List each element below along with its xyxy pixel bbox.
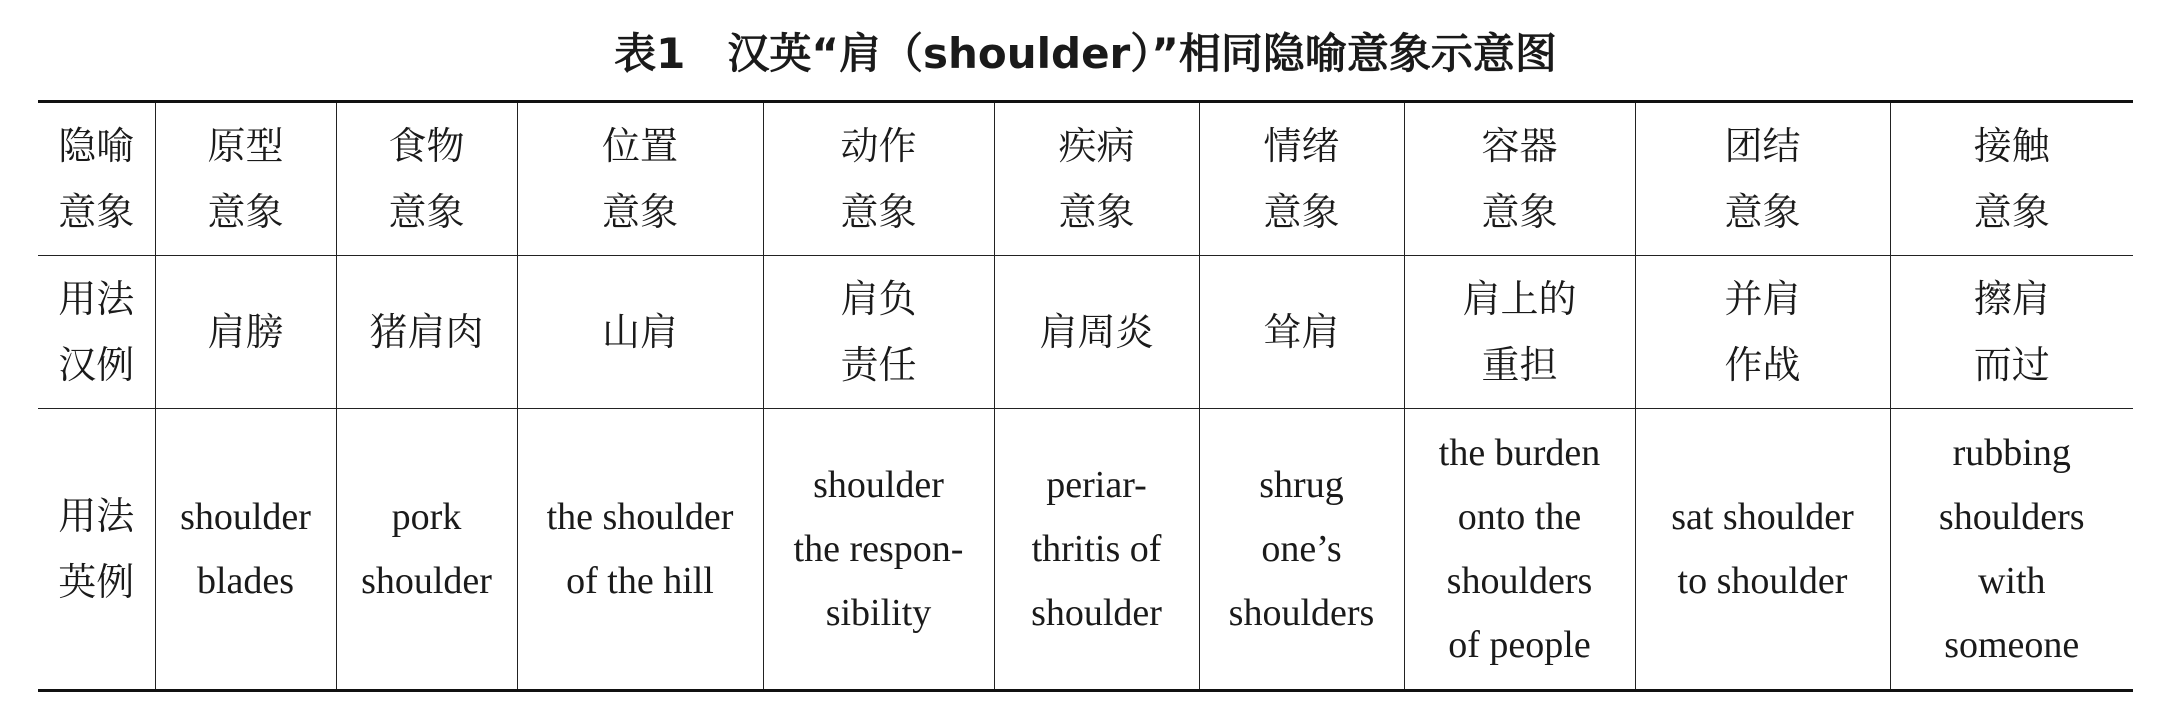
cell-line: to shoulder <box>1677 560 1848 602</box>
cell-line: 团结 <box>1724 124 1801 168</box>
cell-line: 而过 <box>1973 343 2050 387</box>
chinese-example <box>766 266 992 398</box>
cell-line: sibility <box>825 592 932 634</box>
english-example <box>1638 485 1888 613</box>
cell-line: 作战 <box>1724 343 1801 387</box>
imagery-prototype <box>158 113 334 245</box>
chinese-example <box>339 299 515 365</box>
cell-line: 动作 <box>840 124 917 168</box>
chinese-example-cell <box>763 256 994 409</box>
imagery-cell <box>1404 102 1635 256</box>
english-example <box>1202 453 1402 645</box>
chinese-example-cell <box>994 256 1199 409</box>
cell-line: shoulders <box>1228 592 1375 634</box>
cell-line: 食物 <box>388 124 465 168</box>
cell-line: 意象 <box>1724 190 1801 234</box>
chinese-example-cell <box>155 256 336 409</box>
cell-line: 肩周炎 <box>1039 310 1154 354</box>
chinese-example-cell <box>1199 256 1404 409</box>
cell-line: shoulder <box>813 464 944 506</box>
english-example <box>158 485 334 613</box>
cell-line: thritis of <box>1031 528 1162 570</box>
chinese-example <box>1202 299 1402 365</box>
row-header-cell <box>38 409 155 691</box>
row-header-cell <box>38 102 155 256</box>
row-header-chinese <box>40 266 153 398</box>
cell-line: 重担 <box>1481 343 1558 387</box>
chinese-example <box>158 299 334 365</box>
cell-line: 山肩 <box>601 310 678 354</box>
english-example-cell <box>1890 409 2133 691</box>
cell-line: 用法 <box>58 277 135 321</box>
cell-line: rubbing <box>1952 432 2071 474</box>
cell-line: 原型 <box>207 124 284 168</box>
cell-line: one’s <box>1261 528 1342 570</box>
imagery-cell <box>1890 102 2133 256</box>
imagery-cell <box>763 102 994 256</box>
cell-line: 意象 <box>1973 190 2050 234</box>
cell-line: 用法 <box>58 494 135 538</box>
cell-line: 容器 <box>1481 124 1558 168</box>
cell-line: of people <box>1448 624 1591 666</box>
metaphor-table <box>38 100 2133 692</box>
english-example <box>1893 421 2132 677</box>
english-example-row <box>38 409 2133 691</box>
cell-line: 意象 <box>207 190 284 234</box>
cell-line: 肩上的 <box>1462 277 1577 321</box>
cell-line: shoulder <box>361 560 492 602</box>
imagery-disease <box>997 113 1197 245</box>
english-example-cell <box>1404 409 1635 691</box>
cell-line: someone <box>1944 624 2080 666</box>
chinese-example <box>1407 266 1633 398</box>
chinese-example-cell <box>1404 256 1635 409</box>
imagery-cell <box>517 102 763 256</box>
english-example <box>520 485 761 613</box>
chinese-example-cell <box>1635 256 1890 409</box>
cell-line: 英例 <box>58 560 135 604</box>
imagery-emotion <box>1202 113 1402 245</box>
cell-line: 擦肩 <box>1973 277 2050 321</box>
chinese-example <box>1893 266 2132 398</box>
cell-line: 汉例 <box>58 343 135 387</box>
imagery-container <box>1407 113 1633 245</box>
cell-line: 耸肩 <box>1263 310 1340 354</box>
cell-line: pork <box>391 496 462 538</box>
imagery-unity <box>1638 113 1888 245</box>
table-title: 表1 汉英“肩（shoulder）”相同隐喻意象示意图 <box>614 29 1557 78</box>
chinese-example-row <box>38 256 2133 409</box>
english-example-cell <box>994 409 1199 691</box>
imagery-cell <box>1635 102 1890 256</box>
cell-line: with <box>1977 560 2046 602</box>
cell-line: shoulders <box>1446 560 1593 602</box>
english-example-cell <box>155 409 336 691</box>
cell-line: 意象 <box>58 190 135 234</box>
cell-line: periar- <box>1046 464 1147 506</box>
cell-line: 猪肩肉 <box>369 310 484 354</box>
cell-line: 疾病 <box>1058 124 1135 168</box>
english-example-cell <box>517 409 763 691</box>
english-example-cell <box>336 409 517 691</box>
english-example <box>766 453 992 645</box>
cell-line: shoulder <box>180 496 311 538</box>
chinese-example <box>997 299 1197 365</box>
imagery-position <box>520 113 761 245</box>
row-header-cell <box>38 256 155 409</box>
cell-line: of the hill <box>566 560 714 602</box>
english-example-cell <box>1199 409 1404 691</box>
english-example <box>997 453 1197 645</box>
cell-line: 意象 <box>840 190 917 234</box>
cell-line: sat shoulder <box>1671 496 1854 538</box>
cell-line: 意象 <box>1058 190 1135 234</box>
cell-line: 隐喻 <box>58 124 135 168</box>
cell-line: 意象 <box>388 190 465 234</box>
cell-line: shoulders <box>1938 496 2085 538</box>
row-header-imagery <box>40 113 153 245</box>
cell-line: shrug <box>1259 464 1344 506</box>
chinese-example-cell <box>336 256 517 409</box>
cell-line: onto the <box>1457 496 1582 538</box>
cell-line: 意象 <box>1481 190 1558 234</box>
english-example <box>339 485 515 613</box>
cell-line: 肩负 <box>840 277 917 321</box>
row-header-english <box>40 483 153 615</box>
english-example-cell <box>763 409 994 691</box>
cell-line: the respon- <box>793 528 964 570</box>
cell-line: shoulder <box>1031 592 1162 634</box>
cell-line: 接触 <box>1973 124 2050 168</box>
cell-line: 情绪 <box>1263 124 1340 168</box>
cell-line: 责任 <box>840 343 917 387</box>
imagery-food <box>339 113 515 245</box>
cell-line: 意象 <box>1263 190 1340 234</box>
imagery-cell <box>155 102 336 256</box>
chinese-example <box>1638 266 1888 398</box>
imagery-action <box>766 113 992 245</box>
cell-line: 肩膀 <box>207 310 284 354</box>
english-example <box>1407 421 1633 677</box>
chinese-example <box>520 299 761 365</box>
cell-line: the burden <box>1438 432 1601 474</box>
cell-line: 意象 <box>601 190 678 234</box>
imagery-cell <box>1199 102 1404 256</box>
imagery-contact <box>1893 113 2132 245</box>
cell-line: the shoulder <box>546 496 734 538</box>
cell-line: 位置 <box>601 124 678 168</box>
cell-line: blades <box>196 560 295 602</box>
chinese-example-cell <box>1890 256 2133 409</box>
cell-line: 并肩 <box>1724 277 1801 321</box>
imagery-row <box>38 102 2133 256</box>
english-example-cell <box>1635 409 1890 691</box>
chinese-example-cell <box>517 256 763 409</box>
imagery-cell <box>336 102 517 256</box>
imagery-cell <box>994 102 1199 256</box>
